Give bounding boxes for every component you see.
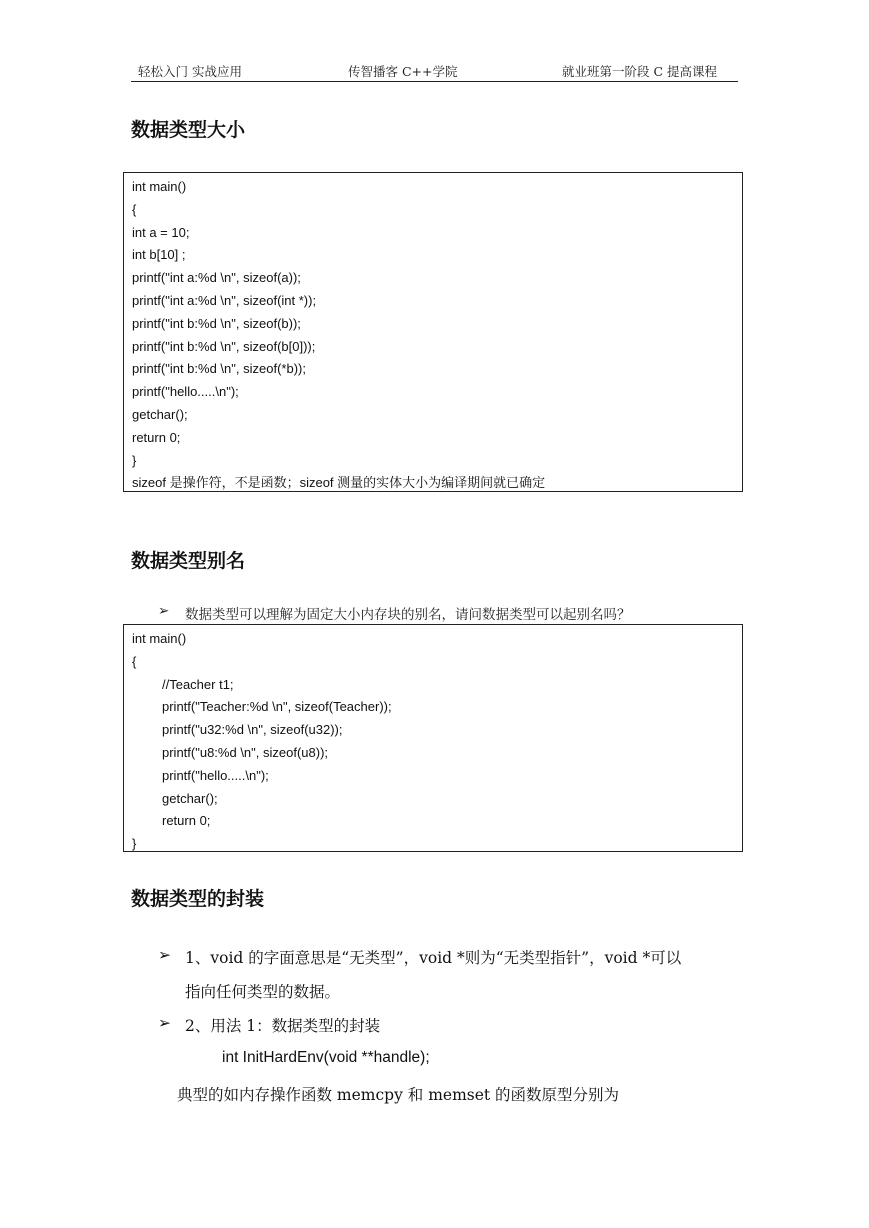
code-line: getchar();: [132, 406, 188, 422]
code-line: return 0;: [162, 813, 211, 829]
code-line: getchar();: [162, 790, 218, 806]
arrow-bullet-icon: ➢: [158, 603, 170, 619]
code-line: printf("int a:%d \n", sizeof(int *));: [132, 292, 317, 308]
bullet-void-meaning-cont: 指向任何类型的数据。: [185, 983, 341, 1001]
bullet-void-meaning: 1、void 的字面意思是“无类型”，void *则为“无类型指针”，void *可以: [185, 949, 682, 967]
code-line: int main(): [132, 179, 187, 194]
code-line: {: [132, 653, 137, 669]
header-center: 传智播客 C++学院: [348, 64, 458, 79]
code-line: printf("hello.....\n");: [162, 767, 269, 783]
code-line: printf("int a:%d \n", sizeof(a));: [132, 270, 301, 286]
code-line: }: [132, 836, 137, 852]
section-title-data-type-size: 数据类型大小: [131, 119, 246, 141]
arrow-bullet-icon: ➢: [158, 946, 171, 964]
code-line: printf("int b:%d \n", sizeof(b[0]));: [132, 338, 316, 354]
code-line: printf("int b:%d \n", sizeof(*b));: [132, 361, 306, 377]
code-line: printf("u32:%d \n", sizeof(u32));: [162, 722, 343, 738]
bullet-usage-1: 2、用法 1：数据类型的封装: [185, 1017, 381, 1035]
code-note-sizeof: sizeof 是操作符，不是函数；sizeof 测量的实体大小为编译期间就已确定: [132, 475, 546, 491]
code-block-sizeof: [123, 172, 743, 492]
header-divider: [131, 81, 738, 82]
code-line: }: [132, 452, 137, 468]
code-line: //Teacher t1;: [162, 676, 234, 692]
code-init-hard-env: int InitHardEnv(void **handle);: [222, 1049, 430, 1066]
code-line: printf("hello.....\n");: [132, 384, 239, 400]
header-right: 就业班第一阶段 C 提高课程: [562, 64, 718, 79]
code-line: printf("u8:%d \n", sizeof(u8));: [162, 744, 329, 760]
code-block-typedef: [123, 624, 743, 852]
code-line: printf("Teacher:%d \n", sizeof(Teacher));: [162, 699, 392, 715]
section-title-data-type-encapsulation: 数据类型的封装: [131, 888, 265, 910]
code-line: return 0;: [132, 429, 181, 445]
header-left: 轻松入门 实战应用: [138, 64, 242, 79]
code-line: int main(): [132, 631, 187, 646]
section-title-data-type-alias: 数据类型别名: [131, 550, 246, 572]
code-line: {: [132, 201, 137, 217]
bullet-alias-question: 数据类型可以理解为固定大小内存块的别名，请问数据类型可以起别名吗？: [185, 607, 631, 623]
code-line: int a = 10;: [132, 224, 190, 240]
paragraph-memcpy-memset: 典型的如内存操作函数 memcpy 和 memset 的函数原型分别为: [177, 1086, 620, 1104]
code-line: int b[10] ;: [132, 247, 186, 263]
arrow-bullet-icon: ➢: [158, 1014, 171, 1032]
code-line: printf("int b:%d \n", sizeof(b));: [132, 315, 301, 331]
